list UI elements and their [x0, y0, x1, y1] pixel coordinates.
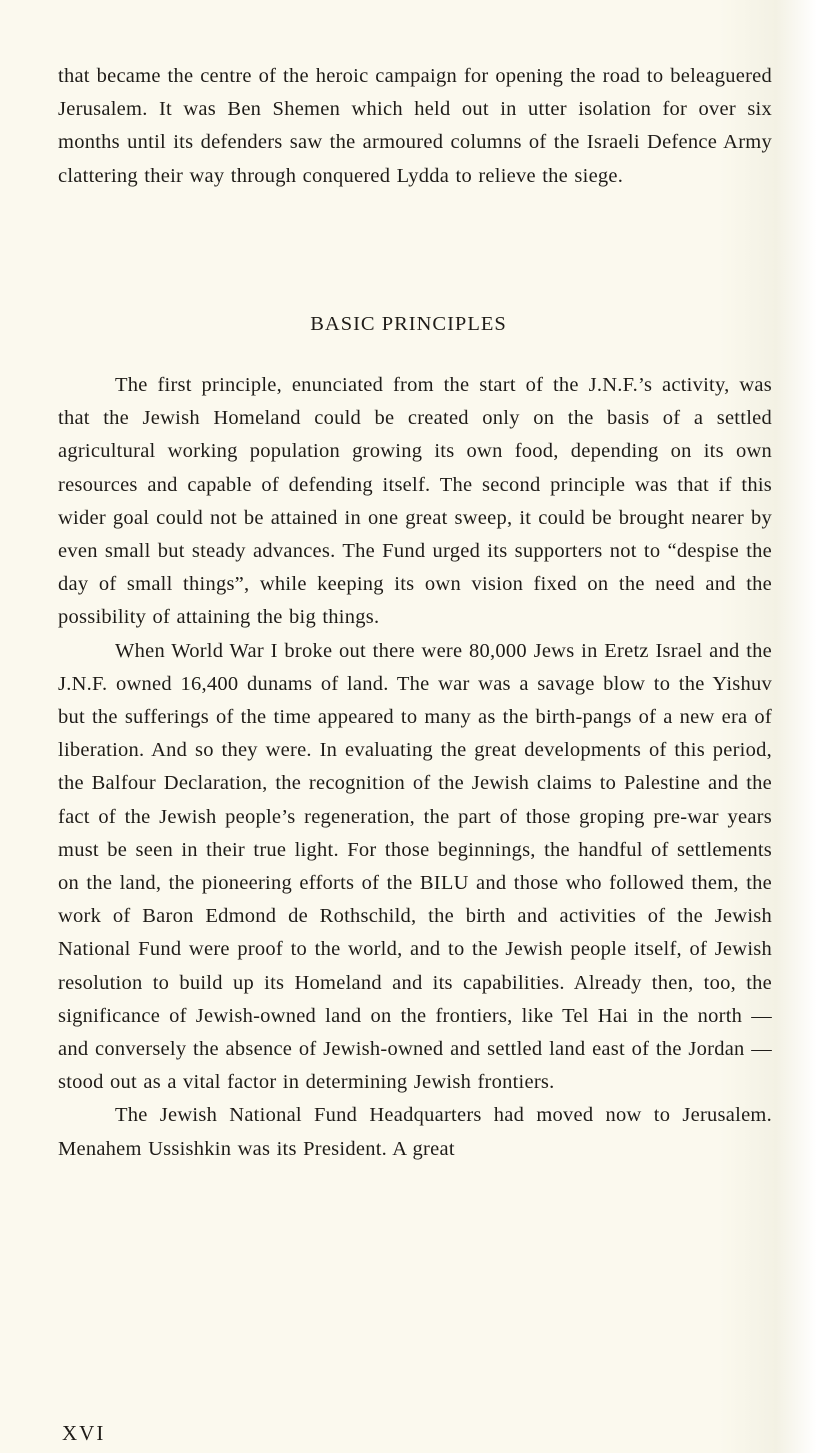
intro-text-block	[58, 60, 772, 193]
page-number: XVI	[62, 1421, 106, 1445]
paragraph-headquarters: The Jewish National Fund Headquarters had moved now to Jerusalem. Menahem Ussishkin was its President. A great	[58, 1104, 772, 1160]
paragraph-world-war: When World War I broke out there were 80,000 Jews in Eretz Israel and the J.N.F. owned 16,400 dunams of land. The war was a savage blow to the Yishuv but the sufferings of the time appeared to many as the birth-pangs of a new era of liberation. And so they were. In evaluating the great developments of this period, the Balfour Declaration, the recognition of the Jewish claims to Palestine and the fact of the Jewish people’s regeneration, the part of those groping pre-war years must be seen in their true light. For those beginnings, the handful of settlements on the land, the pioneering efforts of the BILU and those who followed them, the work of Baron Edmond de Rothschild, the birth and activities of the Jewish National Fund were proof to the world, and to the Jewish people itself, of Jewish resolution to build up its Homeland and its capabilities. Already then, too, the significance of Jewish-owned land on the frontiers, like Tel Hai in the north — and conversely the absence of Jewish-owned and settled land east of the Jordan — stood out as a vital factor in determining Jewish frontiers.	[58, 639, 772, 1094]
intro-paragraph: that became the centre of the heroic campaign for opening the road to beleaguered Jerusalem. It was Ben Shemen which held out in utter isolation for over six months until its defenders saw the armoured columns of the Israeli Defence Army clattering their way through conquered Lydda to relieve the siege.	[58, 65, 772, 187]
body-text-block	[58, 369, 772, 1166]
paragraph-first-principle: The first principle, enunciated from the start of the J.N.F.’s activity, was that the Jewish Homeland could be created only on the basis of a settled agricultural working population growing its own food, depending on its own resources and capable of defending itself. The second principle was that if this wider goal could not be attained in one great sweep, it could be brought nearer by even small but steady advances. The Fund urged its supporters not to “despise the day of small things”, while keeping its own vision fixed on the need and the possibility of attaining the big things.	[58, 374, 772, 629]
section-heading: BASIC PRINCIPLES	[310, 313, 507, 335]
